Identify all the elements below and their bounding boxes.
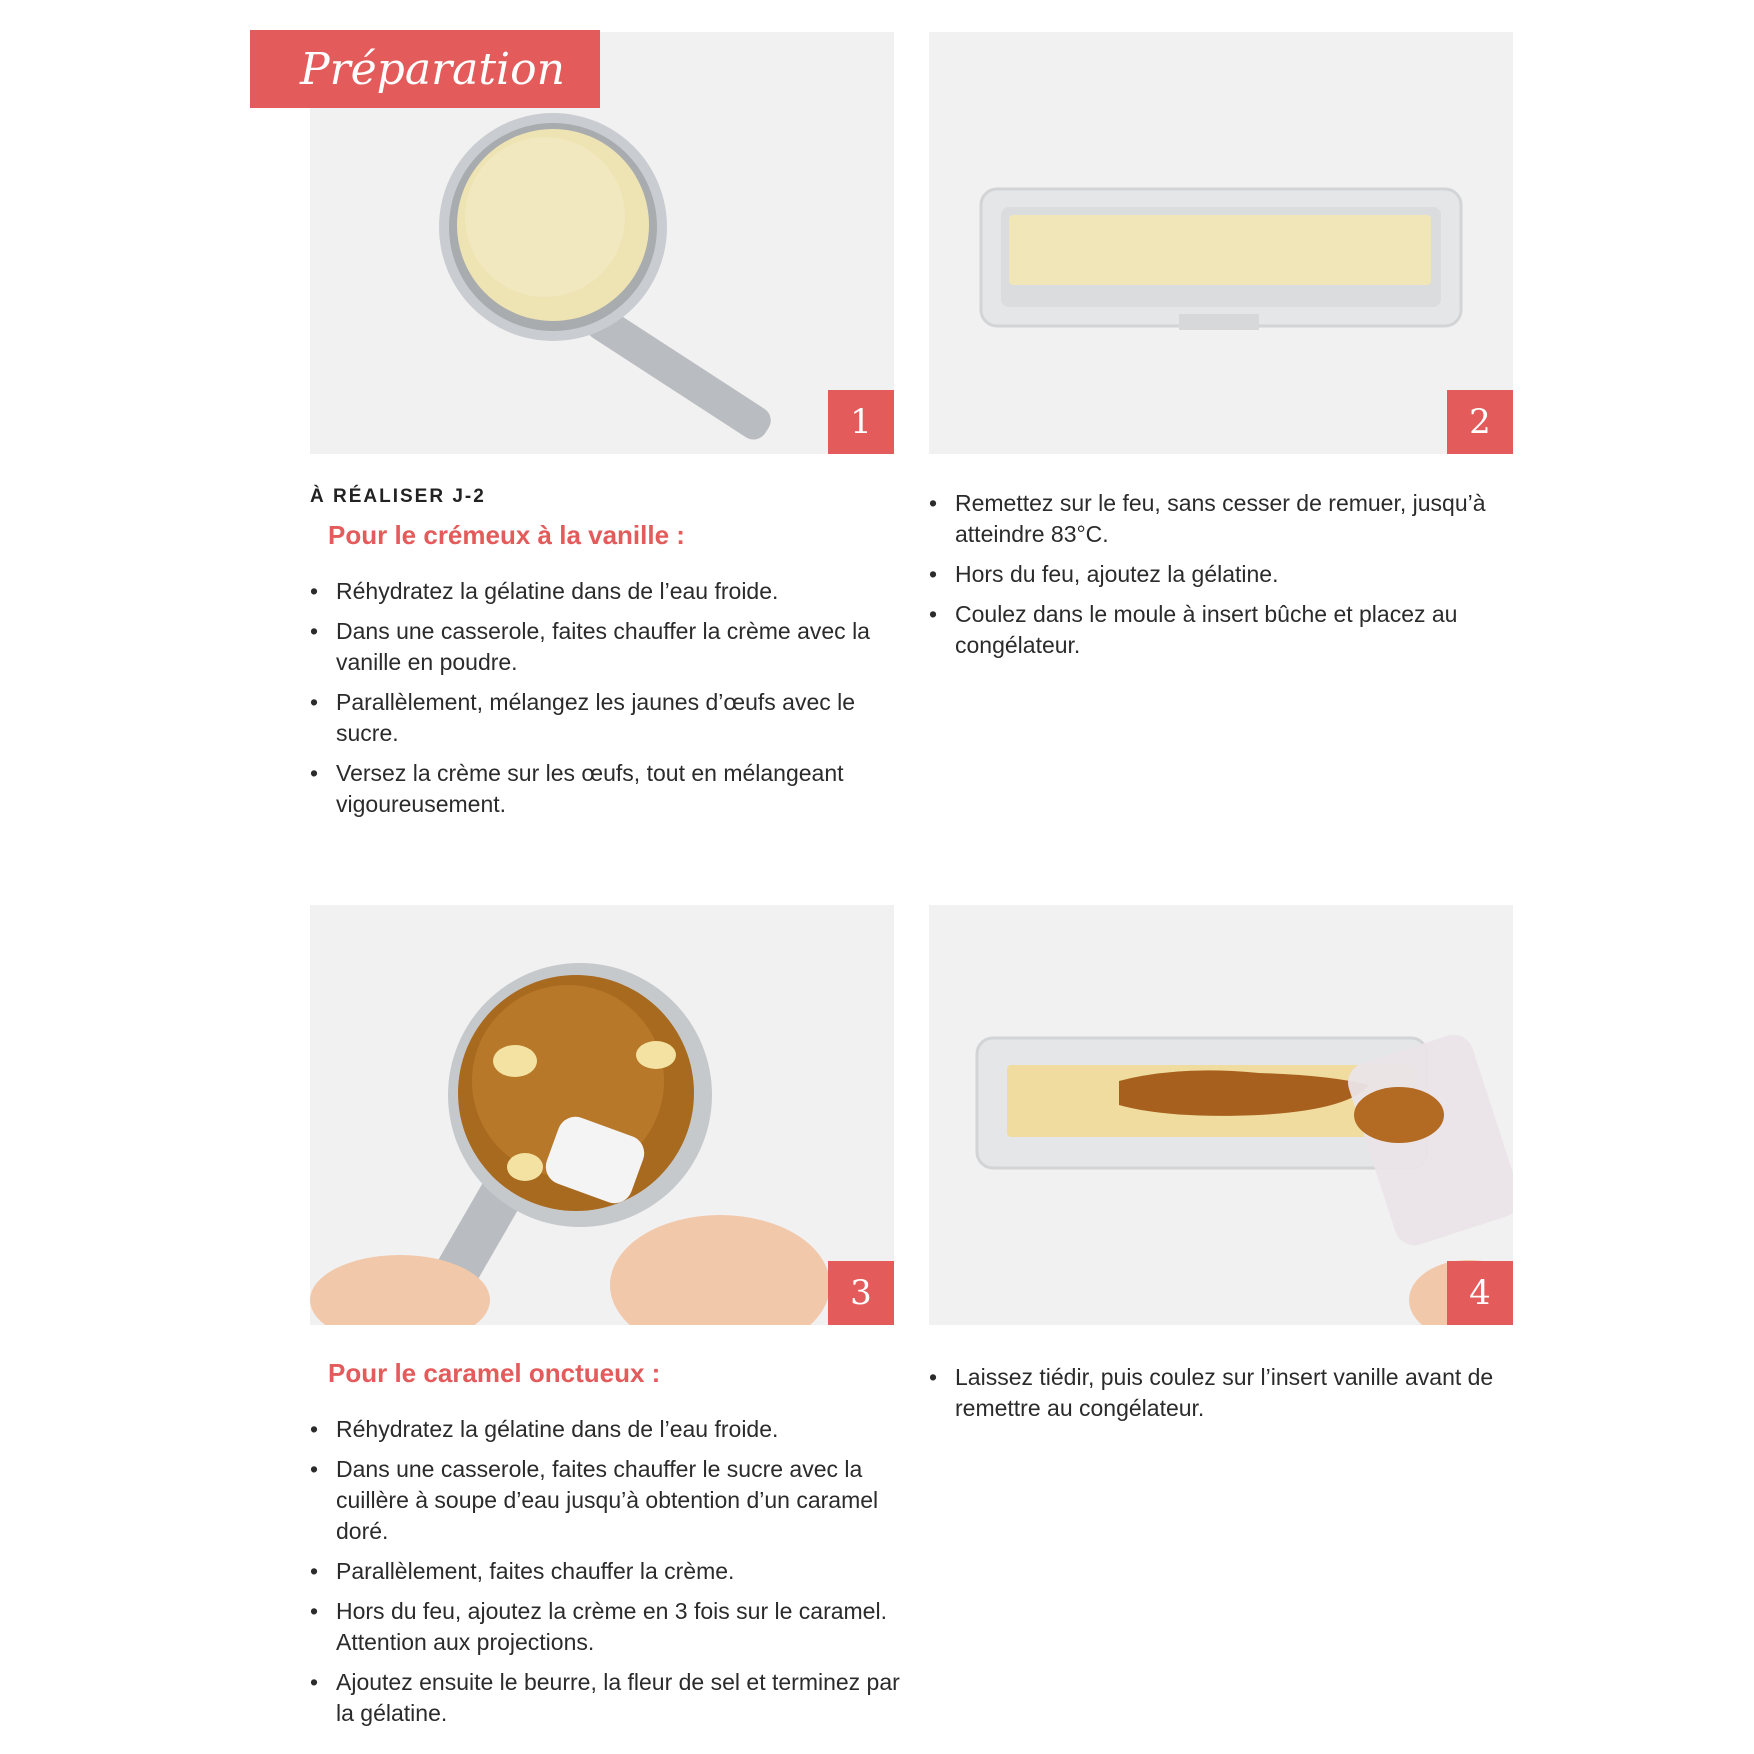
list-item: • Coulez dans le moule à insert bûche et placez au congélateur. [929, 599, 1495, 661]
vanilla-cream-steps [310, 576, 898, 829]
list-item: • Parallèlement, faites chauffer la crème. [310, 1556, 900, 1587]
list-item: • Hors du feu, ajoutez la crème en 3 fois sur le caramel. Attention aux projections. [310, 1596, 900, 1658]
vanilla-cream-steps-continued [929, 488, 1495, 670]
step-2-badge: 2 [1447, 390, 1513, 454]
caramel-steps [310, 1414, 900, 1738]
list-item: • Versez la crème sur les œufs, tout en mélangeant vigoureusement. [310, 758, 898, 820]
step-3-badge: 3 [828, 1261, 894, 1325]
preparation-banner: Préparation [250, 30, 600, 108]
insert-mold-illustration [929, 32, 1513, 454]
assembly-steps [929, 1362, 1495, 1433]
pouring-caramel-illustration [929, 905, 1513, 1325]
step-4-badge: 4 [1447, 1261, 1513, 1325]
step-1-badge: 1 [828, 390, 894, 454]
vanilla-cream-heading: Pour le crémeux à la vanille : [328, 520, 685, 550]
list-item: • Réhydratez la gélatine dans de l’eau froide. [310, 1414, 900, 1445]
list-item: • Dans une casserole, faites chauffer le sucre avec la cuillère à soupe d’eau jusqu’à obtention d’un caramel doré. [310, 1454, 900, 1547]
step-2-photo [929, 32, 1513, 454]
list-item: • Laissez tiédir, puis coulez sur l’insert vanille avant de remettre au congélateur. [929, 1362, 1495, 1424]
list-item: • Hors du feu, ajoutez la gélatine. [929, 559, 1495, 590]
caramel-heading: Pour le caramel onctueux : [328, 1358, 661, 1388]
list-item: • Réhydratez la gélatine dans de l’eau froide. [310, 576, 898, 607]
caramel-saucepan-illustration [310, 905, 894, 1325]
timing-label: À RÉALISER J-2 [310, 486, 486, 507]
step-3-photo [310, 905, 894, 1325]
list-item: • Ajoutez ensuite le beurre, la fleur de sel et terminez par la gélatine. [310, 1667, 900, 1729]
list-item: • Parallèlement, mélangez les jaunes d’œufs avec le sucre. [310, 687, 898, 749]
list-item: • Remettez sur le feu, sans cesser de remuer, jusqu’à atteindre 83°C. [929, 488, 1495, 550]
step-4-photo [929, 905, 1513, 1325]
list-item: • Dans une casserole, faites chauffer la crème avec la vanille en poudre. [310, 616, 898, 678]
